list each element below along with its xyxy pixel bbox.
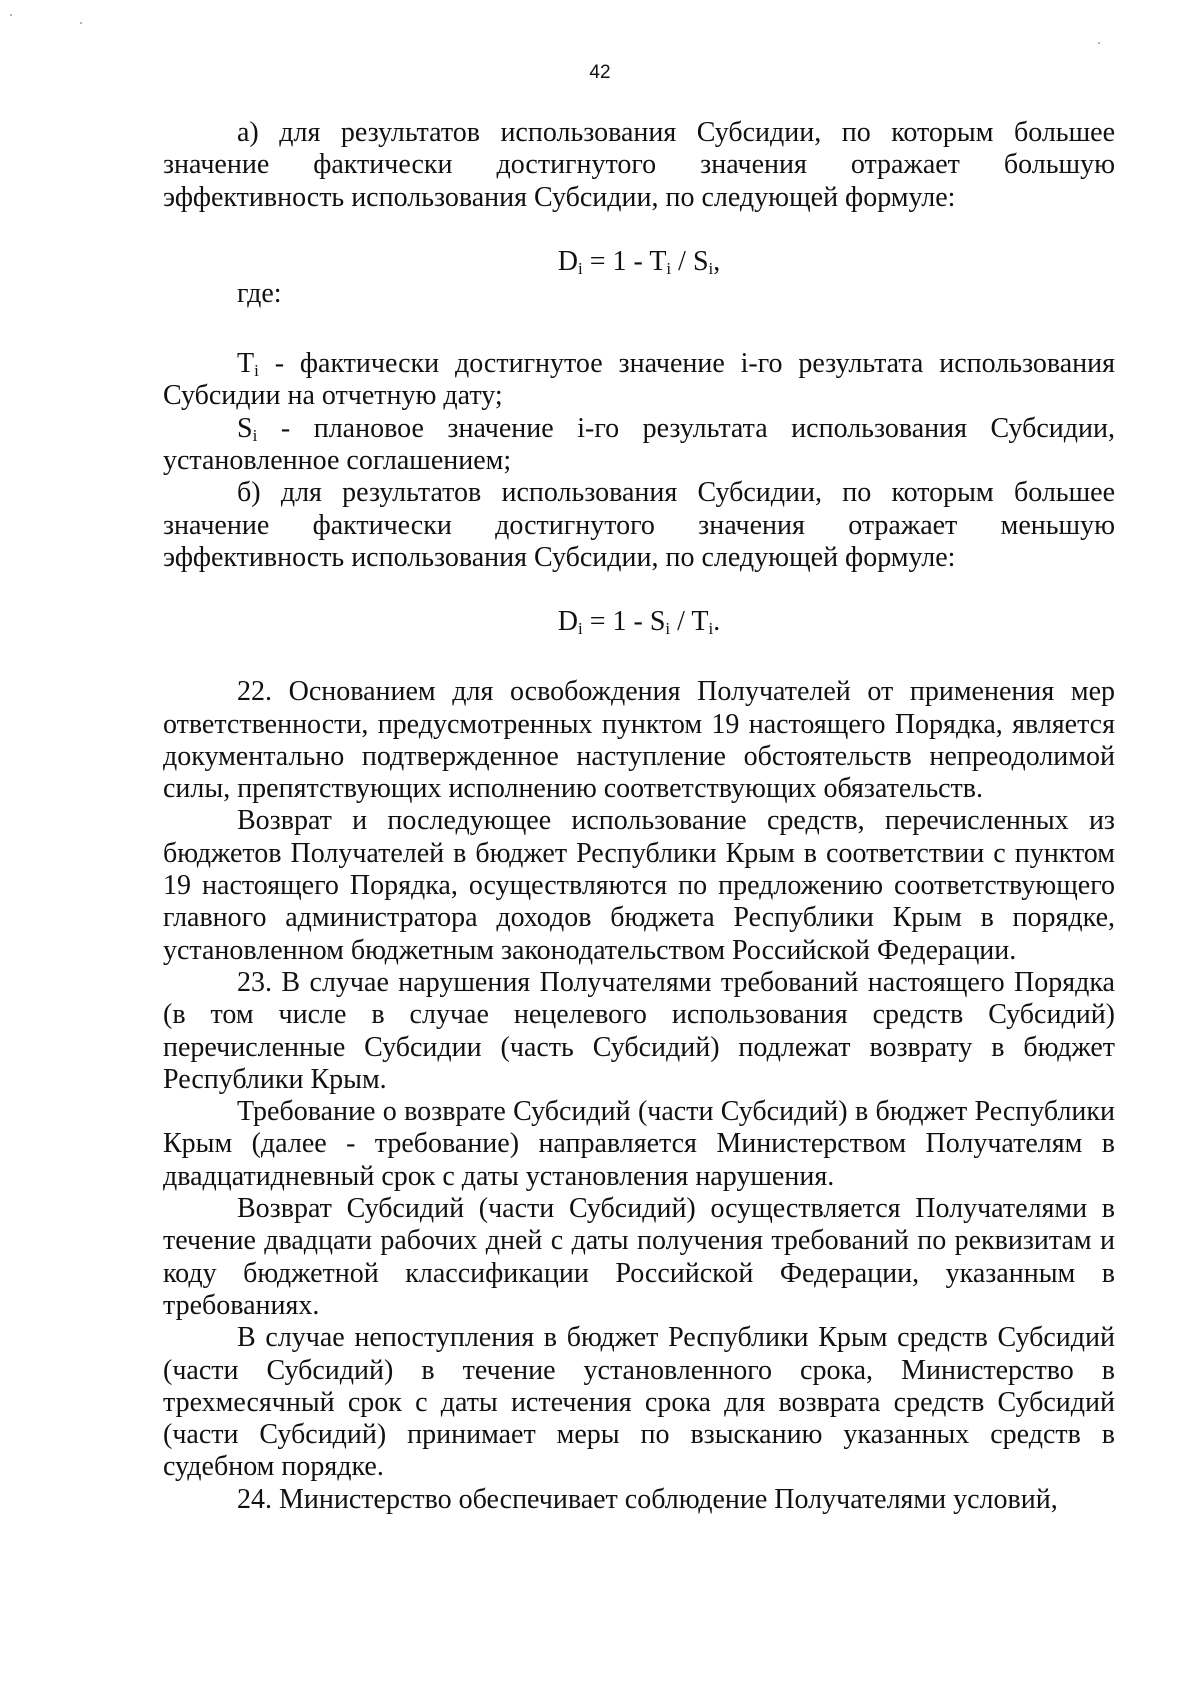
formula-2-lhs: D	[557, 606, 578, 638]
paragraph-23-enforcement: В случае непоступления в бюджет Республики Крым средств Субсидий (части Субсидий) в течение установленного срока, Министерство в трехмесячный срок с даты истечения срока для возврата средств Субсидий (части Субсидий) принимает меры по взысканию указанных средств в судебном порядке.	[163, 1322, 1115, 1483]
formula-2-lhs-sub: i	[577, 619, 583, 639]
scan-speck	[10, 14, 12, 16]
page-number: 42	[589, 62, 611, 83]
definition-t-symbol: T	[237, 348, 255, 380]
scan-speck	[1098, 42, 1100, 44]
formula-2-div: /	[670, 606, 692, 638]
formula-1-s: S	[692, 245, 709, 277]
formula-2-end: .	[713, 606, 721, 638]
document-body	[163, 117, 1115, 1516]
paragraph-23-requirement: Требование о возврате Субсидий (части Субсидий) в бюджет Республики Крым (далее - требование) направляется Министерством Получателям в двадцатидневный срок с даты установления нарушения.	[163, 1096, 1115, 1192]
paragraph-b: б) для результатов использования Субсидии, по которым большее значение фактически достигнутого значения отражает меньшую эффективность использования Субсидии, по следующей формуле:	[163, 477, 1115, 573]
formula-2-t-sub: i	[708, 619, 714, 639]
formula-1-t: T	[649, 245, 667, 277]
scan-speck	[80, 22, 82, 24]
formula-2-s: S	[649, 606, 666, 638]
paragraph-23: 23. В случае нарушения Получателями требований настоящего Порядка (в том числе в случае нецелевого использования средств Субсидий) перечисленные Субсидии (часть Субсидий) подлежат возврату в бюджет Республики Крым.	[163, 966, 1115, 1095]
formula-1-s-sub: i	[708, 258, 714, 278]
formula-1-lhs-sub: i	[577, 258, 583, 278]
definition-t-sub: i	[254, 361, 259, 381]
definition-s	[163, 413, 1115, 478]
definition-s-text: - плановое значение i-го результата использования Субсидии, установленное соглашением;	[163, 412, 1115, 477]
where-label: где:	[237, 277, 282, 309]
formula-1-div: /	[671, 245, 693, 277]
formula-1-t-sub: i	[666, 258, 672, 278]
paragraph-24: 24. Министерство обеспечивает соблюдение Получателями условий,	[237, 1483, 1058, 1515]
paragraph-22: 22. Основанием для освобождения Получателей от применения мер ответственности, предусмотренных пунктом 19 настоящего Порядка, является документально подтвержденное наступление обстоятельств непреодолимой силы, препятствующих исполнению соответствующих обязательств.	[163, 676, 1115, 805]
formula-1	[163, 246, 1115, 278]
definition-s-symbol: S	[237, 412, 253, 444]
formula-1-op: = 1 -	[582, 245, 650, 277]
formula-1-end: ,	[713, 245, 721, 277]
definition-t	[163, 348, 1115, 413]
definition-t-text: - фактически достигнутое значение i-го результата использования Субсидии на отчетную дату;	[163, 348, 1115, 412]
formula-2-s-sub: i	[665, 619, 671, 639]
spacer	[163, 638, 1115, 676]
paragraph-a: а) для результатов использования Субсидии, по которым большее значение фактически достигнутого значения отражает большую эффективность использования Субсидии, по следующей формуле:	[163, 117, 1115, 213]
formula-2-op: = 1 -	[582, 606, 650, 638]
spacer	[163, 310, 1115, 348]
formula-2	[163, 606, 1115, 638]
paragraph-22-continued: Возврат и последующее использование средств, перечисленных из бюджетов Получателей в бюджет Республики Крым в соответствии с пунктом 19 настоящего Порядка, осуществляются по предложению соответствующего главного администратора доходов бюджета Республики Крым в порядке, установленном бюджетным законодательством Российской Федерации.	[163, 805, 1115, 966]
formula-1-lhs: D	[557, 245, 578, 277]
definition-s-sub: i	[252, 425, 258, 445]
formula-2-t: T	[691, 606, 709, 638]
paragraph-23-refund: Возврат Субсидий (части Субсидий) осуществляется Получателями в течение двадцати рабочих дней с даты получения требований по реквизитам и коду бюджетной классификации Российской Федерации, указанным в требованиях.	[163, 1193, 1115, 1321]
